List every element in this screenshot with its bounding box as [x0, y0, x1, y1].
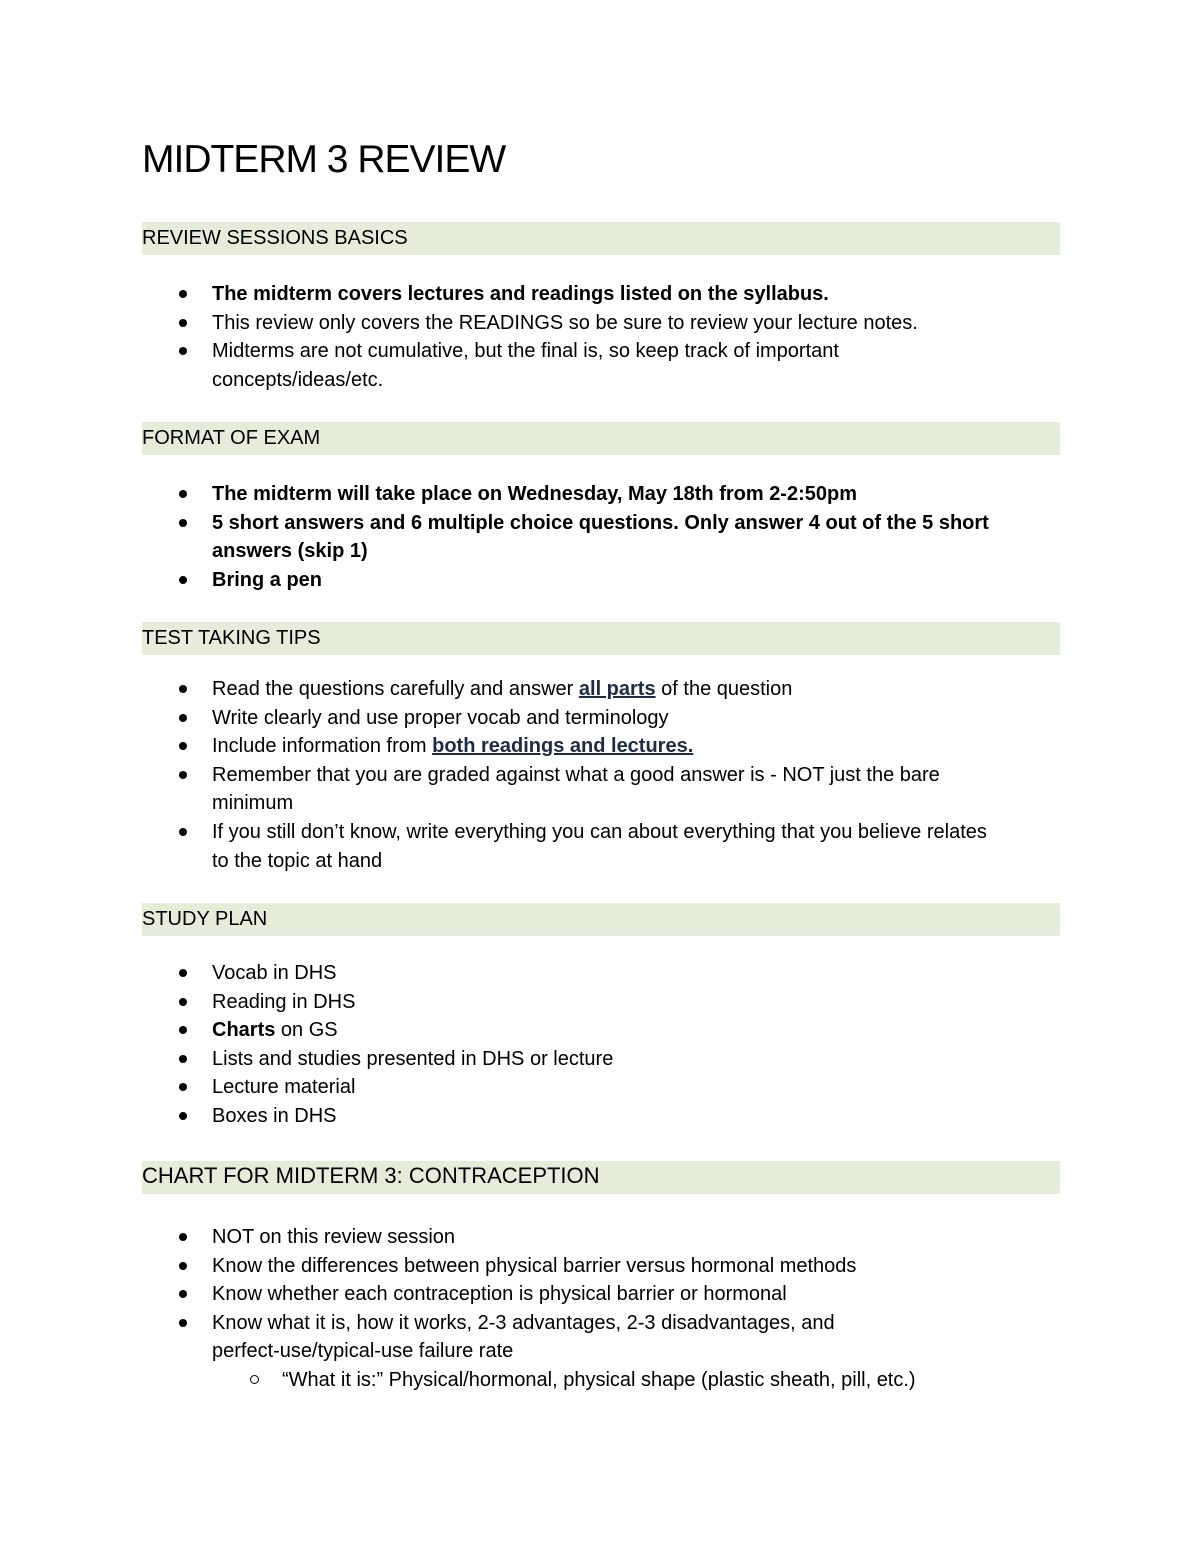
bullet-icon: [179, 490, 187, 498]
tips-list: [142, 675, 1060, 875]
section-heading-study-plan: [142, 903, 1060, 936]
bullet-icon: [179, 519, 187, 527]
section-heading-text: CHART FOR MIDTERM 3: CONTRACEPTION: [142, 1163, 600, 1188]
section-heading-text: REVIEW SESSIONS BASICS: [142, 227, 408, 249]
list-item: Midterms are not cumulative, but the final is, so keep track of important: [142, 337, 1060, 366]
list-item: Know what it is, how it works, 2-3 advantages, 2-3 disadvantages, and: [142, 1309, 1060, 1338]
list-item: Charts on GS: [142, 1016, 1060, 1045]
section-heading-format: [142, 422, 1060, 455]
list-item-continuation: minimum: [212, 792, 294, 815]
list-item-continuation: answers (skip 1): [212, 540, 368, 563]
list-item-continuation: to the topic at hand: [212, 849, 383, 872]
list-item: Vocab in DHS: [142, 959, 1060, 988]
bullet-icon: [179, 1319, 187, 1327]
bullet-icon: [179, 1233, 187, 1241]
chart-list: [142, 1223, 1060, 1395]
list-item: This review only covers the READINGS so be sure to review your lecture notes.: [142, 309, 1060, 338]
list-item: Read the questions carefully and answer all parts of the question: [142, 675, 1060, 704]
list-item: Write clearly and use proper vocab and terminology: [142, 704, 1060, 733]
bullet-icon: [179, 771, 187, 779]
bullet-icon: [179, 998, 187, 1006]
bullet-icon: [179, 1055, 187, 1063]
format-list: [142, 480, 1060, 594]
bullet-icon: [179, 685, 187, 693]
list-item: Bring a pen: [142, 566, 1060, 595]
hollow-bullet-icon: [250, 1375, 259, 1384]
list-item: Remember that you are graded against what a good answer is - NOT just the bare: [142, 761, 1060, 790]
study-plan-list: [142, 959, 1060, 1131]
list-item: 5 short answers and 6 multiple choice questions. Only answer 4 out of the 5 short: [142, 509, 1060, 538]
bullet-icon: [179, 969, 187, 977]
list-item-continuation: perfect-use/typical-use failure rate: [212, 1340, 514, 1363]
bullet-icon: [179, 828, 187, 836]
list-item: Reading in DHS: [142, 988, 1060, 1017]
list-item: Know the differences between physical barrier versus hormonal methods: [142, 1252, 1060, 1281]
list-item: Lists and studies presented in DHS or lecture: [142, 1045, 1060, 1074]
section-heading-text: STUDY PLAN: [142, 908, 268, 930]
bullet-icon: [179, 1262, 187, 1270]
list-item: Know whether each contraception is physical barrier or hormonal: [142, 1280, 1060, 1309]
sub-list-item: “What it is:” Physical/hormonal, physical shape (plastic sheath, pill, etc.): [142, 1366, 1060, 1395]
bullet-icon: [179, 1026, 187, 1034]
list-item: The midterm covers lectures and readings listed on the syllabus.: [142, 280, 1060, 309]
list-item: Lecture material: [142, 1073, 1060, 1102]
emphasis-link[interactable]: all parts: [578, 678, 656, 700]
list-item: Boxes in DHS: [142, 1102, 1060, 1131]
bullet-icon: [179, 319, 187, 327]
section-heading-text: TEST TAKING TIPS: [142, 627, 321, 649]
bullet-icon: [179, 1083, 187, 1091]
bullet-icon: [179, 576, 187, 584]
list-item: The midterm will take place on Wednesday, May 18th from 2-2:50pm: [142, 480, 1060, 509]
basics-list: [142, 280, 1060, 394]
bullet-icon: [179, 714, 187, 722]
bullet-icon: [179, 742, 187, 750]
bullet-icon: [179, 1290, 187, 1298]
list-item: Include information from both readings and lectures.: [142, 732, 1060, 761]
section-heading-text: FORMAT OF EXAM: [142, 427, 321, 449]
section-heading-chart: [142, 1161, 1060, 1194]
emphasis-link[interactable]: both readings and lectures.: [432, 735, 694, 758]
bullet-icon: [179, 1112, 187, 1120]
section-heading-tips: [142, 622, 1060, 655]
list-item: NOT on this review session: [142, 1223, 1060, 1252]
bullet-icon: [179, 290, 187, 298]
bullet-icon: [179, 347, 187, 355]
page-title: MIDTERM 3 REVIEW: [142, 138, 506, 181]
list-item-continuation: concepts/ideas/etc.: [212, 368, 384, 391]
section-heading-basics: [142, 222, 1060, 255]
list-item: If you still don’t know, write everything you can about everything that you believe relates: [142, 818, 1060, 847]
